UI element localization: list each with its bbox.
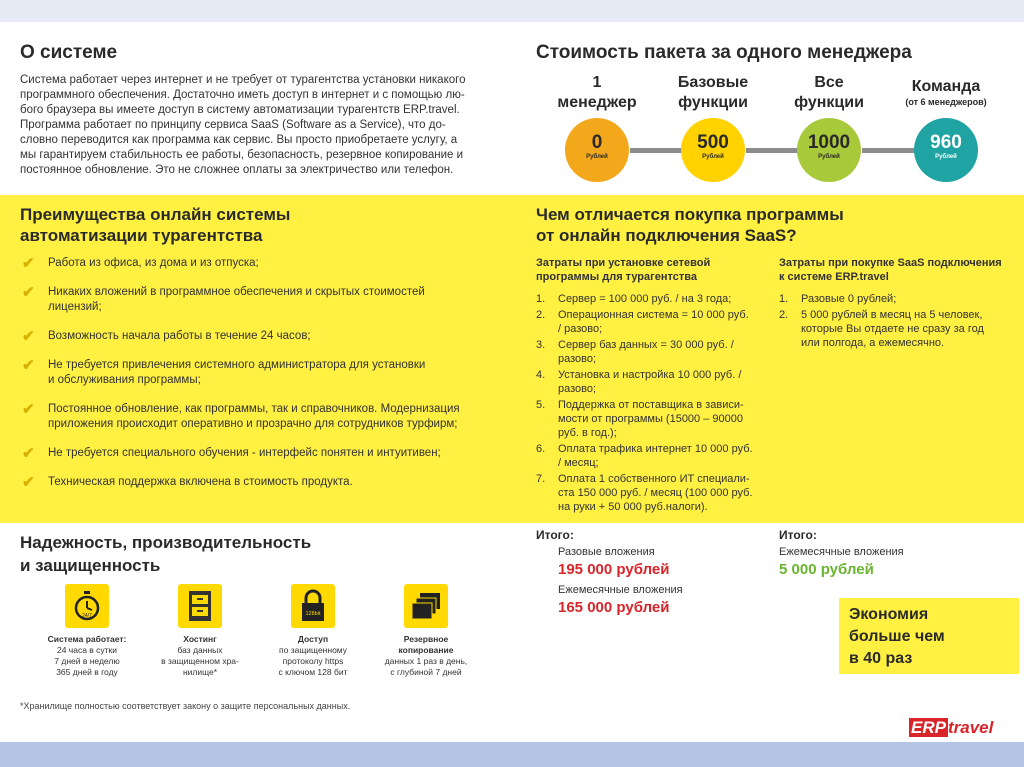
feature-caption-line: Резервное (403, 634, 449, 644)
feature-caption-line: баз данных (177, 645, 223, 655)
cost-item-line: разово; (558, 383, 597, 395)
totals-left-monthly-value: 165 000 рублей (558, 599, 670, 616)
cost-item-line: Оплата трафика интернет 10 000 руб. (558, 443, 753, 455)
check-icon: ✔ (22, 255, 35, 272)
svg-text:24/7: 24/7 (82, 613, 92, 619)
cost-item-number: 2. (536, 309, 546, 321)
feature-caption-line: 24 часа в сутки (56, 645, 118, 655)
cost-item-line: Разовые 0 рублей; (801, 293, 897, 305)
about-line: Система работает через интернет и не требует от турагентства установки никакого (20, 74, 466, 86)
server-cabinet-icon (178, 584, 222, 628)
plan-label (653, 73, 773, 113)
advantage-item (20, 402, 490, 432)
savings-line: Экономия (849, 606, 929, 623)
totals-left-monthly-label: Ежемесячные вложения (558, 584, 683, 596)
check-icon: ✔ (22, 445, 35, 462)
plan-price-unit: Рублей (586, 154, 608, 160)
footnote: *Хранилище полностью соответствует закону о защите персональных данных. (20, 701, 351, 711)
feature-caption-line: протоколу https (282, 656, 344, 666)
feature-backup (371, 584, 481, 678)
cost-item-line: / месяц; (558, 457, 599, 469)
plan-price-unit: Рублей (702, 154, 724, 160)
totals-right-monthly-value: 5 000 рублей (779, 561, 874, 578)
cost-item (536, 368, 771, 396)
comparison-right-head (779, 256, 1019, 284)
savings-line: больше чем (849, 628, 945, 645)
plan-price-unit: Рублей (935, 154, 957, 160)
plan-price-value: 960 (930, 132, 962, 153)
cost-item-line: или полгода, а ежемесячно. (801, 337, 945, 349)
feature-access (258, 584, 368, 678)
advantage-item (20, 256, 490, 271)
feature-hosting (145, 584, 255, 678)
totals-left-once-label: Разовые вложения (558, 546, 655, 558)
plan-price-circle (797, 118, 861, 182)
advantage-line: Постоянное обновление, как программы, так и справочников. Модернизация (48, 403, 460, 415)
cost-item (536, 472, 771, 514)
plan-label-line: функции (678, 94, 748, 111)
plan-connector (630, 148, 686, 153)
plan-label-line: Команда (911, 78, 981, 95)
cost-item-line: мости от программы (15000 – 90000 (558, 413, 743, 425)
reliability-title-line: и защищенность (20, 556, 161, 575)
cost-item (779, 292, 1019, 306)
feature-caption-line: нилище* (182, 667, 218, 677)
feature-caption-line: с глубиной 7 дней (390, 667, 462, 677)
feature-caption-line: 7 дней в неделю (54, 656, 120, 666)
check-icon: ✔ (22, 284, 35, 301)
advantage-item (20, 358, 490, 388)
comparison-left-list (536, 292, 771, 514)
padlock-icon (291, 584, 335, 628)
plan-label-line: Базовые (677, 74, 749, 91)
feature-caption (258, 634, 368, 678)
comparison-title-line: Чем отличается покупка программы (536, 205, 844, 224)
cost-item-number: 3. (536, 339, 546, 351)
savings-line: в 40 раз (849, 650, 913, 667)
feature-caption (145, 634, 255, 678)
svg-text:128bit: 128bit (305, 611, 321, 617)
stacked-copies-icon (404, 584, 448, 628)
about-text (20, 73, 490, 178)
advantage-line: лицензий; (48, 301, 102, 313)
advantage-item (20, 285, 490, 315)
comparison-head-line: к системе ERP.travel (779, 271, 889, 283)
about-line: мы гарантируем стабильность ее работы, безопасность, резервное копирование и (20, 149, 464, 161)
totals-right-title: Итого: (779, 528, 817, 542)
totals-left-once-value: 195 000 рублей (558, 561, 670, 578)
advantage-line: Работа из офиса, из дома и из отпуска; (48, 257, 259, 269)
cost-item-line: руб. в год.); (558, 427, 617, 439)
cost-item-number: 1. (536, 293, 546, 305)
comparison-head-line: Затраты при покупке SaaS подключения (779, 257, 1002, 269)
cost-item-number: 4. (536, 369, 546, 381)
cost-item-number: 6. (536, 443, 546, 455)
comparison-title-line: от онлайн подключения SaaS? (536, 226, 797, 245)
logo-travel: travel (947, 718, 994, 737)
cost-item (536, 338, 771, 366)
cost-item (536, 442, 771, 470)
about-line: Программа работает по принципу сервиса SaaS (Software as a Service), что до- (20, 119, 446, 131)
advantages-list (20, 256, 490, 490)
plan-label (886, 77, 1006, 108)
advantage-line: и обслуживания программы; (48, 374, 201, 386)
plan-label-line: 1 (592, 74, 602, 91)
plan-price-unit: Рублей (818, 154, 840, 160)
feature-caption (371, 634, 481, 678)
feature-caption-line: Система работает: (47, 634, 127, 644)
advantage-line: Никаких вложений в программное обеспечения и скрытых стоимостей (48, 286, 425, 298)
plan-label-line: функции (794, 94, 864, 111)
check-icon: ✔ (22, 474, 35, 491)
plan-label (537, 73, 657, 113)
plan-price-circle (565, 118, 629, 182)
stopwatch-icon (65, 584, 109, 628)
plan-price-value: 0 (591, 132, 603, 153)
cost-item-number: 2. (779, 309, 789, 321)
cost-item-line: которые Вы отдаете не сразу за год (801, 323, 984, 335)
advantage-line: Техническая поддержка включена в стоимость продукта. (48, 476, 353, 488)
comparison-right-column (779, 256, 1019, 350)
plan-label (769, 73, 889, 113)
advantages-title (20, 204, 290, 246)
cost-item (536, 398, 771, 440)
cost-item (536, 292, 771, 306)
plan-label-sub: (от 6 менеджеров) (905, 97, 987, 107)
plan-price-circle (681, 118, 745, 182)
cost-item-line: Операционная система = 10 000 руб. (558, 309, 749, 321)
feature-caption-line: по защищенному (279, 645, 347, 655)
check-icon: ✔ (22, 328, 35, 345)
savings-box (839, 598, 1019, 674)
logo-erp: ERP (911, 718, 946, 737)
feature-caption-line: данных 1 раз в день, (384, 656, 468, 666)
plan-price-value: 1000 (807, 132, 851, 153)
totals-right (779, 528, 1009, 578)
plan-price-value: 500 (697, 132, 729, 153)
cost-item-line: Установка и настройка 10 000 руб. / (558, 369, 742, 381)
cost-item-line: на руки + 50 000 руб.налоги). (558, 501, 708, 513)
plan-connector (862, 148, 918, 153)
slide-frame-bottom (0, 742, 1024, 767)
totals-left (536, 528, 766, 616)
advantage-item (20, 329, 490, 344)
cost-item-line: Поддержка от поставщика в зависи- (558, 399, 744, 411)
totals-left-title: Итого: (536, 528, 574, 542)
check-icon: ✔ (22, 401, 35, 418)
plan-connector (746, 148, 802, 153)
slide-frame-top (0, 0, 1024, 22)
cost-item-number: 1. (779, 293, 789, 305)
cost-item-number: 7. (536, 473, 546, 485)
check-icon: ✔ (22, 357, 35, 374)
cost-item-line: Сервер баз данных = 30 000 руб. / (558, 339, 734, 351)
totals-right-monthly-label: Ежемесячные вложения (779, 546, 904, 558)
advantage-line: приложения происходит оперативно и прозрачно для сотрудников турфирм; (48, 418, 458, 430)
comparison-head-line: Затраты при установке сетевой (536, 257, 711, 269)
advantage-line: Возможность начала работы в течение 24 часов; (48, 330, 311, 342)
about-line: программного обеспечения. Достаточно иметь доступ в интернет и с помощью лю- (20, 89, 465, 101)
cost-item-line: / разово; (558, 323, 603, 335)
cost-item (779, 308, 1019, 350)
comparison-head-line: программы для турагентства (536, 271, 697, 283)
feature-caption-line: Доступ (297, 634, 329, 644)
cost-item-line: ста 150 000 руб. / месяц (100 000 руб. (558, 487, 753, 499)
feature-caption-line: 365 дней в году (56, 667, 118, 677)
cost-item-number: 5. (536, 399, 546, 411)
cost-item-line: Оплата 1 собственного ИТ специали- (558, 473, 750, 485)
feature-caption-line: с ключом 128 бит (278, 667, 348, 677)
cost-item-line: Сервер = 100 000 руб. / на 3 года; (558, 293, 732, 305)
about-line: словно переводится как программа как сервис. Вы просто приобретаете услугу, а (20, 134, 458, 146)
comparison-title (536, 204, 844, 246)
feature-caption-line: копирование (398, 645, 454, 655)
about-title: О системе (20, 42, 118, 63)
plan-label-line: Все (814, 74, 844, 91)
plan-label-line: менеджер (557, 94, 637, 111)
cost-item-line: разово; (558, 353, 597, 365)
cost-item (536, 308, 771, 336)
reliability-title (20, 531, 311, 577)
plan-price-circle (914, 118, 978, 182)
reliability-title-line: Надежность, производительность (20, 533, 312, 552)
about-line: постоянное обновление. Это не сложнее оплаты за электричество или телефон. (20, 164, 454, 176)
erp-travel-logo (909, 718, 993, 738)
advantage-line: Не требуется привлечения системного администратора для установки (48, 359, 426, 371)
advantages-title-line: Преимущества онлайн системы (20, 205, 291, 224)
feature-caption-line: Хостинг (183, 634, 217, 644)
feature-caption (32, 634, 142, 678)
comparison-left-head (536, 256, 771, 284)
advantage-item (20, 475, 490, 490)
advantage-line: Не требуется специального обучения - интерфейс понятен и интуитивен; (48, 447, 441, 459)
advantage-item (20, 446, 490, 461)
advantages-title-line: автоматизации турагентства (20, 226, 263, 245)
feature-caption-line: в защищенном хра- (161, 656, 239, 666)
cost-item-line: 5 000 рублей в месяц на 5 человек, (801, 309, 983, 321)
pricing-title: Стоимость пакета за одного менеджера (536, 42, 912, 63)
feature-uptime (32, 584, 142, 678)
comparison-left-column (536, 256, 771, 514)
about-line: бого браузера вы имеете доступ в систему автоматизации турагентств ERP.travel. (20, 104, 460, 116)
comparison-right-list (779, 292, 1019, 350)
